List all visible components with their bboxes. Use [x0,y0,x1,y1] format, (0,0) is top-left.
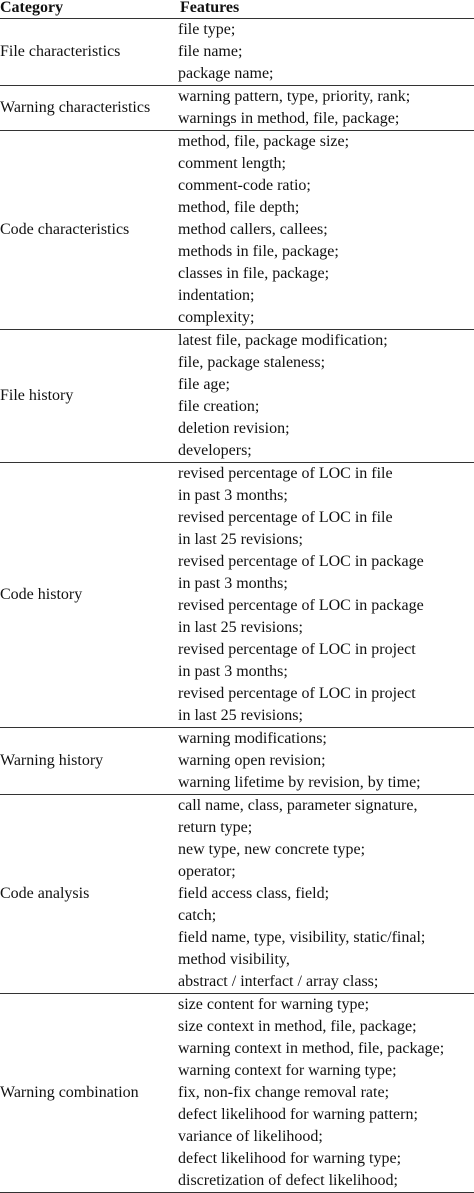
table-row [0,19,474,86]
category-cell: Warning history [0,728,178,795]
feature-item: complexity; [178,309,255,326]
feature-item: file, package staleness; [178,354,326,371]
feature-item: field access class, field; [178,885,330,902]
feature-item: indentation; [178,287,255,304]
category-cell: Code characteristics [0,131,178,330]
table-row [0,330,474,463]
feature-item: revised percentage of LOC in file [178,509,393,526]
feature-item: package name; [178,65,274,82]
features-cell [178,728,474,795]
table-row [0,795,474,994]
feature-item: revised percentage of LOC in package [178,553,424,570]
feature-item: warning modifications; [178,730,327,747]
feature-item: method callers, callees; [178,221,328,238]
feature-item: in last 25 revisions; [178,707,303,724]
feature-item: method visibility, [178,951,290,968]
feature-item: discretization of defect likelihood; [178,1172,398,1189]
category-cell: Code history [0,463,178,728]
feature-item: file creation; [178,398,260,415]
table-row [0,463,474,728]
category-cell: Warning combination [0,994,178,1193]
feature-item: developers; [178,442,252,459]
feature-item: size content for warning type; [178,996,370,1013]
features-cell [178,19,474,86]
features-cell [178,86,474,131]
feature-item: file name; [178,43,243,60]
feature-item: in last 25 revisions; [178,619,303,636]
feature-item: return type; [178,819,253,836]
features-cell [178,131,474,330]
feature-item: latest file, package modification; [178,332,388,349]
feature-item: defect likelihood for warning pattern; [178,1106,418,1123]
feature-item: revised percentage of LOC in package [178,597,424,614]
features-cell [178,994,474,1193]
feature-item: revised percentage of LOC in project [178,641,416,658]
feature-item: field name, type, visibility, static/final; [178,929,426,946]
feature-item: warning context in method, file, package; [178,1040,445,1057]
feature-item: size context in method, file, package; [178,1018,417,1035]
features-cell [178,330,474,463]
table-header-row [0,0,474,19]
category-header: Category [0,0,178,19]
feature-item: in past 3 months; [178,663,288,680]
feature-item: warnings in method, file, package; [178,110,400,127]
feature-item: file age; [178,376,230,393]
feature-item: warning lifetime by revision, by time; [178,774,421,791]
features-cell [178,463,474,728]
category-cell: Warning characteristics [0,86,178,131]
feature-item: file type; [178,21,236,38]
feature-item: warning pattern, type, priority, rank; [178,88,411,105]
feature-item: comment-code ratio; [178,177,311,194]
feature-item: revised percentage of LOC in project [178,685,416,702]
feature-item: revised percentage of LOC in file [178,465,393,482]
feature-item: warning open revision; [178,752,326,769]
category-cell: File characteristics [0,19,178,86]
feature-item: new type, new concrete type; [178,841,366,858]
category-cell: Code analysis [0,795,178,994]
features-cell [178,795,474,994]
feature-item: fix, non-fix change removal rate; [178,1084,390,1101]
features-header: Features [178,0,474,19]
feature-item: methods in file, package; [178,243,339,260]
feature-item: warning context for warning type; [178,1062,397,1079]
table-row [0,86,474,131]
category-cell: File history [0,330,178,463]
table-row [0,728,474,795]
feature-item: in past 3 months; [178,575,288,592]
table-row [0,131,474,330]
feature-item: variance of likelihood; [178,1128,323,1145]
feature-item: in last 25 revisions; [178,531,303,548]
feature-item: method, file, package size; [178,133,350,150]
table-row [0,994,474,1193]
table-body [0,19,474,1193]
feature-item: operator; [178,863,236,880]
feature-item: comment length; [178,155,286,172]
feature-item: call name, class, parameter signature, [178,797,418,814]
feature-item: deletion revision; [178,420,290,437]
feature-item: defect likelihood for warning type; [178,1150,402,1167]
feature-item: in past 3 months; [178,487,288,504]
feature-item: abstract / interfact / array class; [178,973,379,990]
feature-item: catch; [178,907,217,924]
feature-item: classes in file, package; [178,265,330,282]
feature-item: method, file depth; [178,199,300,216]
